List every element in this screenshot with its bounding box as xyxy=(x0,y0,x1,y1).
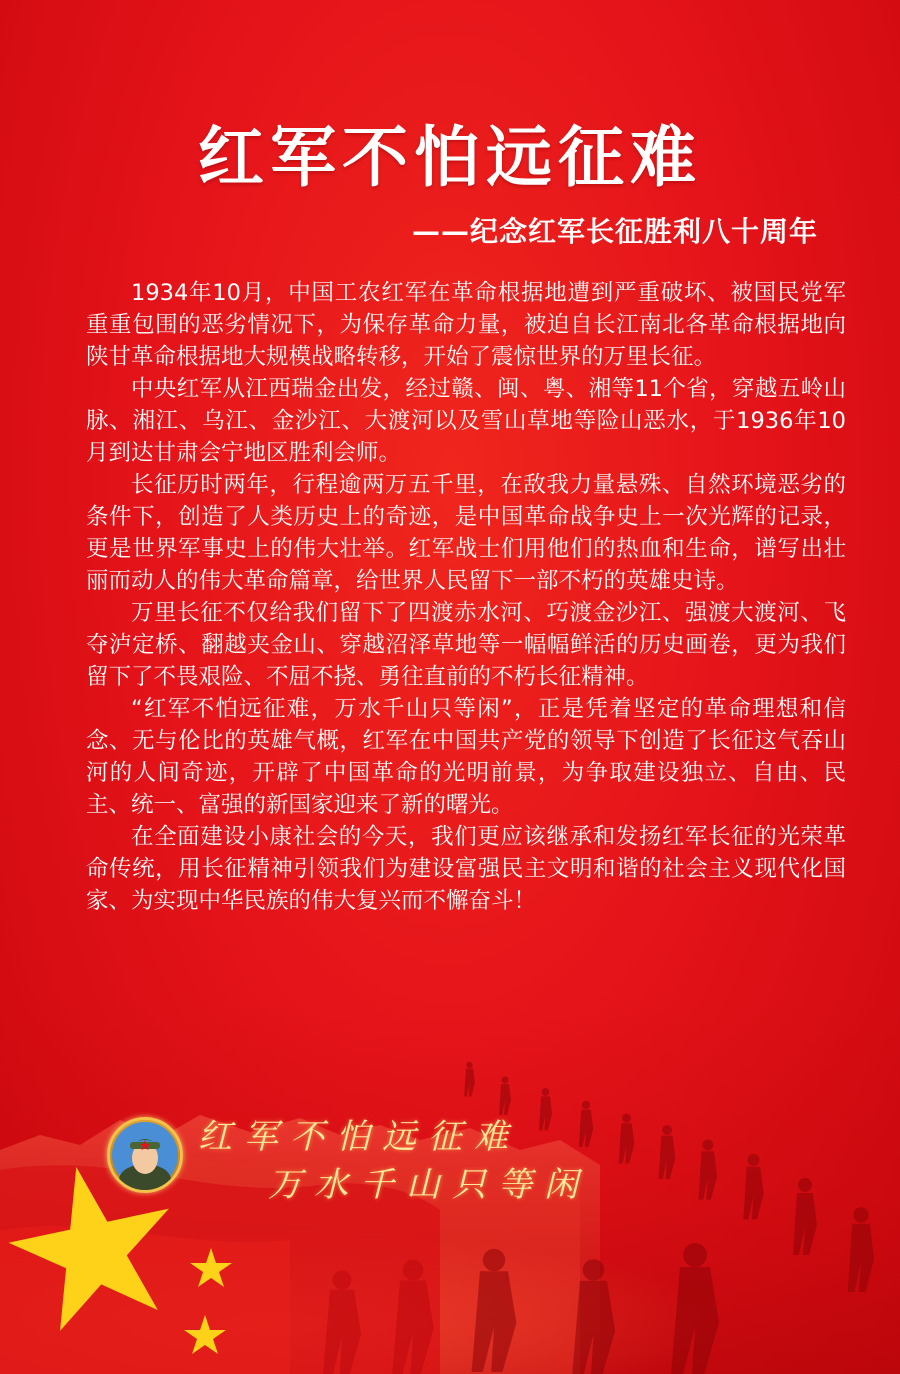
poster-title: 红军不怕远征难 xyxy=(198,119,702,196)
calligraphy-line-1: 红军不怕远征难 xyxy=(198,1117,520,1157)
paragraph: “红军不怕远征难，万水千山只等闲”，正是凭着坚定的革命理想和信念、无与伦比的英雄气概，红军在中国共产党的领导下创造了长征这气吞山河的人间奇迹，开辟了中国革命的光明前景，为争取建设独立、自由、民主、统一、富强的新国家迎来了新的曙光。 xyxy=(86,696,846,818)
portrait-icon xyxy=(110,1120,180,1190)
paragraph: 在全面建设小康社会的今天，我们更应该继承和发扬红军长征的光荣革命传统，用长征精神引领我们为建设富强民主文明和谐的社会主义现代化国家、为实现中华民族的伟大复兴而不懈奋斗！ xyxy=(86,824,846,914)
paragraph: 万里长征不仅给我们留下了四渡赤水河、巧渡金沙江、强渡大渡河、飞夺泸定桥、翻越夹金山、穿越沼泽草地等一幅幅鲜活的历史画卷，更为我们留下了不畏艰险、不屈不挠、勇往直前的不朽长征精神。 xyxy=(86,600,846,690)
paragraph: 长征历时两年，行程逾两万五千里，在敌我力量悬殊、自然环境恶劣的条件下，创造了人类历史上的奇迹，是中国革命战争史上一次光辉的记录，更是世界军事史上的伟大壮举。红军战士们用他们的热血和生命，谱写出壮丽而动人的伟大革命篇章，给世界人民留下一部不朽的英雄史诗。 xyxy=(86,472,846,594)
calligraphy-line-2: 万水千山只等闲 xyxy=(268,1165,590,1205)
paragraph: 1934年10月，中国工农红军在革命根据地遭到严重破坏、被国民党军重重包围的恶劣情况下，为保存革命力量，被迫自长江南北各革命根据地向陕甘革命根据地大规模战略转移，开始了震惊世界的万里长征。 xyxy=(86,280,846,370)
portrait-badge xyxy=(107,1117,183,1193)
article-body xyxy=(86,277,846,917)
paragraph: 中央红军从江西瑞金出发，经过赣、闽、粤、湘等11个省，穿越五岭山脉、湘江、乌江、金沙江、大渡河以及雪山草地等险山恶水，于1936年10月到达甘肃会宁地区胜利会师。 xyxy=(86,376,846,466)
poster-subtitle: ——纪念红军长征胜利八十周年 xyxy=(411,215,818,248)
